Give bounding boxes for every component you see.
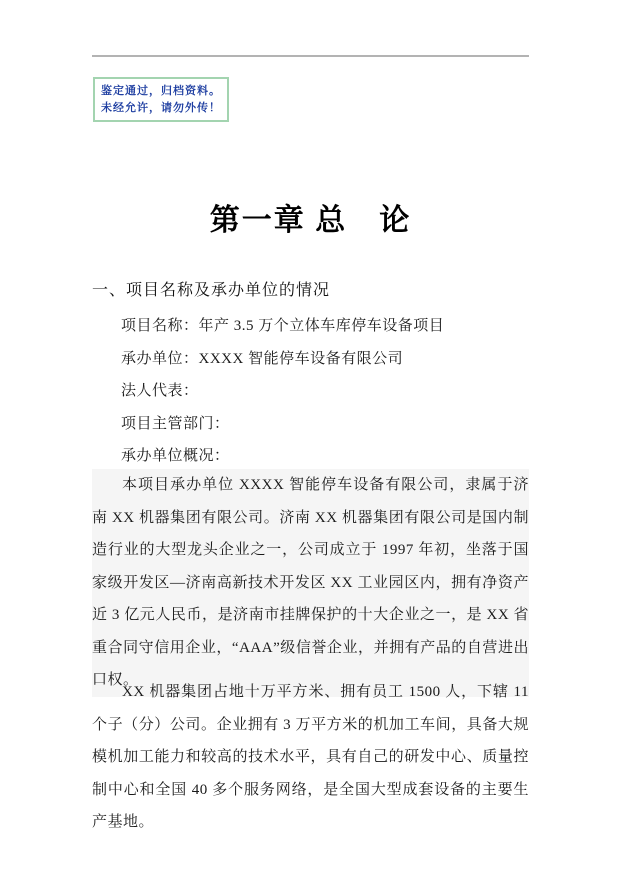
field-label: 项目名称： xyxy=(121,318,199,334)
field-label: 承办单位： xyxy=(121,350,199,367)
section-heading: 一、项目名称及承办单位的情况 xyxy=(92,282,331,299)
field-label: 法人代表： xyxy=(121,383,199,399)
field-project-name xyxy=(121,310,541,343)
stamp-line-1: 鉴定通过，归档资料。 xyxy=(101,85,221,97)
field-value: 年产 3.5 万个立体车库停车设备项目 xyxy=(198,318,445,334)
field-legal-representative xyxy=(121,375,541,408)
chapter-title: 第一章 总 论 xyxy=(209,204,412,237)
header-rule xyxy=(92,55,529,57)
field-label: 承办单位概况： xyxy=(121,448,230,464)
field-value: XXXX 智能停车设备有限公司 xyxy=(198,350,404,367)
field-supervising-department xyxy=(121,408,541,441)
field-unit-overview xyxy=(121,440,541,473)
stamp-line-2: 未经允许，请勿外传！ xyxy=(101,102,221,114)
field-label: 项目主管部门： xyxy=(121,415,230,432)
group-overview-paragraph: XX 机器集团占地十万平方米、拥有员工 1500 人，下辖 11 个子（分）公司。企业拥有 3 万平方米的机加工车间，具备大规模机加工能力和较高的技术水平，具有自己的研发中心、质量控制中心和全国 40 多个服务网络，是全国大型成套设备的主要生产基地。 xyxy=(92,684,529,830)
field-list xyxy=(121,310,541,473)
field-undertaking-unit xyxy=(121,343,541,376)
approval-stamp-box xyxy=(93,77,229,122)
company-intro-paragraph: 本项目承办单位 XXXX 智能停车设备有限公司，隶属于济南 XX 机器集团有限公司。济南 XX 机器集团有限公司是国内制造行业的大型龙头企业之一，公司成立于 1997 年初，坐落于国家级开发区—济南高新技术开发区 XX 工业园区内，拥有净资产近 3 亿元人民币，是济南市挂牌保护的十大企业之一，是 XX 省重合同守信用企业，“AAA”级信誉企业，并拥有产品的自营进出口权。 xyxy=(92,469,529,697)
